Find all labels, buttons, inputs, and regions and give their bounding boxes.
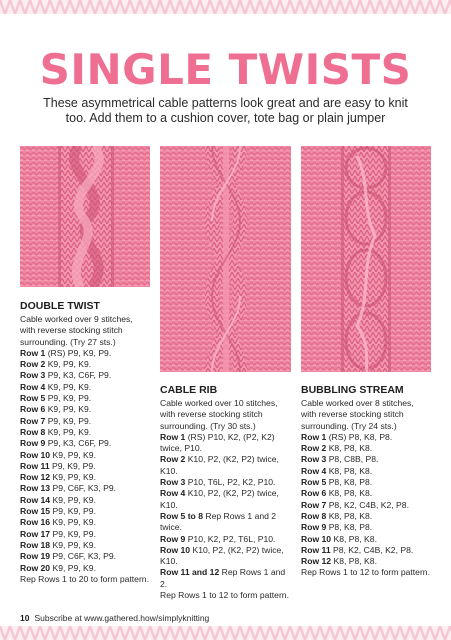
row-label: Row 10 [160, 544, 191, 555]
row-label: Row 2 [160, 454, 186, 465]
pattern-row [160, 488, 294, 499]
row-label: Row 1 [20, 347, 46, 358]
pattern-double-twist [20, 300, 154, 585]
pattern-row-continued: K10. [160, 556, 178, 567]
pattern-description-line: with reverse stocking stitch [160, 409, 263, 420]
pattern-description-line: surrounding. (Try 30 sts.) [160, 420, 256, 431]
pattern-row [20, 506, 154, 517]
row-instruction: K9, P9, K9. [50, 517, 96, 528]
row-instruction: P8, C8B, P8. [326, 454, 379, 465]
pattern-row [301, 556, 435, 567]
row-instruction: (RS) P10, K2, (P2, K2) [185, 431, 275, 442]
row-label: Row 17 [20, 528, 51, 539]
pattern-row [160, 477, 294, 488]
row-instruction: K10, P2, (K2, P2) twice, [185, 454, 279, 465]
pattern-rows [160, 432, 294, 590]
row-instruction: K9, P9, K9. [50, 494, 96, 505]
pattern-row [20, 393, 154, 404]
row-instruction: K8, P8, K8. [331, 556, 377, 567]
pattern-row [20, 540, 154, 551]
pattern-row [301, 534, 435, 545]
knit-border-top [0, 0, 451, 14]
row-instruction: K8, P8, K8. [326, 510, 373, 521]
row-instruction: K9, P9, K9. [45, 381, 92, 392]
row-label: Row 2 [301, 443, 327, 454]
row-instruction: (RS) P9, K9, P9. [45, 347, 112, 358]
row-label: Row 5 to 8 [160, 510, 203, 521]
pattern-row [20, 551, 154, 562]
pattern-row [301, 545, 435, 556]
pattern-row [20, 382, 154, 393]
row-instruction: P9, K9, P9. [49, 460, 96, 471]
row-label: Row 3 [20, 370, 46, 381]
row-label: Row 6 [20, 404, 46, 415]
pattern-row [20, 348, 154, 359]
pattern-row [301, 522, 435, 533]
pattern-title: BUBBLING STREAM [301, 384, 404, 396]
pattern-row [301, 500, 435, 511]
pattern-row [301, 466, 435, 477]
row-label: Row 1 [301, 431, 327, 442]
pattern-row-continued: twice. [160, 522, 182, 533]
row-instruction: P8, K2, C4B, K2, P8. [330, 544, 414, 555]
row-instruction: P9, K9, P9. [45, 393, 92, 404]
row-instruction: P9, K9, P9. [50, 528, 96, 539]
row-instruction: K8, P8, K8. [326, 443, 373, 454]
row-label: Row 3 [301, 454, 327, 465]
pattern-title: DOUBLE TWIST [20, 300, 100, 312]
row-instruction: K9, P9, K9. [45, 426, 92, 437]
pattern-row [20, 450, 154, 461]
row-instruction: P10, T6L, P2, K2, P10. [185, 477, 276, 488]
row-instruction: K9, P9, K9. [45, 359, 92, 370]
row-label: Row 8 [20, 426, 46, 437]
row-instruction: K8, P8, K8. [326, 488, 373, 499]
pattern-row [301, 432, 435, 443]
row-instruction: P8, K2, C4B, K2, P8. [326, 499, 409, 510]
row-instruction: Rep Rows 1 and 2. [160, 567, 286, 589]
row-instruction: K9, P9, K9. [50, 539, 96, 550]
pattern-ending: Rep Rows 1 to 20 to form pattern. [20, 573, 149, 584]
cable-rib-swatch-photo [160, 146, 291, 372]
pattern-description-line: Cable worked over 8 stitches, [301, 398, 414, 408]
pattern-row [301, 488, 435, 499]
pattern-row [20, 495, 154, 506]
pattern-row [20, 404, 154, 415]
row-label: Row 3 [160, 477, 186, 488]
row-label: Row 5 [20, 393, 46, 404]
row-label: Row 18 [20, 539, 51, 550]
row-label: Row 13 [20, 483, 51, 494]
pattern-cable-rib [160, 384, 294, 601]
pattern-row [20, 472, 154, 483]
pattern-row [20, 416, 154, 427]
row-label: Row 16 [20, 517, 51, 528]
pattern-row [301, 443, 435, 454]
row-instruction: K10, P2, (K2, P2) twice, [185, 488, 279, 499]
pattern-row [160, 545, 294, 556]
pattern-row [301, 477, 435, 488]
double-twist-swatch-photo [20, 146, 150, 287]
row-instruction: P9, K3, C6F, P9. [45, 370, 112, 381]
row-label: Row 12 [20, 472, 51, 483]
row-label: Row 9 [160, 533, 186, 544]
row-label: Row 10 [20, 449, 51, 460]
row-label: Row 12 [301, 556, 332, 567]
pattern-description-line: Cable worked over 9 stitches, [20, 314, 133, 324]
row-instruction: K10, P2, (K2, P2) twice, [190, 544, 284, 555]
row-instruction: K9, P9, K9. [50, 449, 96, 460]
pattern-description-line: with reverse stocking stitch [20, 325, 123, 336]
row-label: Row 4 [20, 381, 46, 392]
row-label: Row 11 [20, 460, 50, 471]
pattern-description-line: surrounding. (Try 27 sts.) [20, 336, 116, 347]
pattern-row [160, 567, 294, 590]
row-label: Row 11 and 12 [160, 567, 220, 578]
row-instruction: K9, P9, K9. [50, 562, 96, 573]
pattern-row [160, 511, 294, 522]
pattern-row [20, 461, 154, 472]
pattern-row [160, 432, 294, 443]
intro-line: too. Add them to a cushion cover, tote bag or plain jumper [65, 111, 386, 125]
row-label: Row 5 [301, 477, 327, 488]
row-label: Row 9 [20, 438, 46, 449]
pattern-row [20, 370, 154, 381]
row-instruction: P9, K9, P9. [45, 415, 92, 426]
row-label: Row 2 [20, 359, 46, 370]
row-instruction: (RS) P8, K8, P8. [326, 431, 393, 442]
pattern-row-continued: K10. [160, 465, 178, 476]
pattern-row [20, 438, 154, 449]
row-label: Row 10 [301, 533, 332, 544]
row-instruction: P9, K3, C6F, P9. [45, 438, 112, 449]
row-instruction: P9, C6F, K3, P9. [50, 551, 117, 562]
pattern-row-continued: K10. [160, 499, 178, 510]
pattern-title: CABLE RIB [160, 384, 218, 396]
pattern-rows [20, 348, 154, 574]
row-label: Row 4 [301, 465, 327, 476]
pattern-row [160, 534, 294, 545]
pattern-ending: Rep Rows 1 to 12 to form pattern. [160, 590, 289, 601]
pattern-ending: Rep Rows 1 to 12 to form pattern. [301, 567, 430, 578]
subscribe-text: Subscribe at www.gathered.how/simplyknitting [34, 613, 210, 623]
pattern-row [301, 454, 435, 465]
row-instruction: Rep Rows 1 and 2 [202, 510, 277, 521]
row-instruction: P9, K9, P9. [50, 506, 96, 517]
pattern-description-line: surrounding. (Try 24 sts.) [301, 420, 397, 431]
knit-border-bottom [0, 626, 451, 640]
pattern-row [20, 529, 154, 540]
row-instruction: P8, K8, P8. [326, 522, 373, 533]
row-label: Row 7 [20, 415, 46, 426]
pattern-row [160, 454, 294, 465]
row-instruction: K8, P8, K8. [326, 465, 373, 476]
pattern-description-line: Cable worked over 10 stitches, [160, 398, 278, 408]
row-label: Row 15 [20, 506, 51, 517]
pattern-row [20, 563, 154, 574]
row-label: Row 4 [160, 488, 186, 499]
page-footer [20, 613, 209, 624]
pattern-row [20, 517, 154, 528]
row-label: Row 14 [20, 494, 51, 505]
pattern-row-continued: twice, P10. [160, 443, 203, 454]
row-label: Row 6 [301, 488, 327, 499]
intro-line: These asymmetrical cable patterns look great and are easy to knit [43, 96, 408, 110]
intro-text [30, 96, 421, 126]
row-instruction: P9, C6F, K3, P9. [50, 483, 117, 494]
page-title: SINGLE TWISTS [39, 45, 412, 94]
knit-stitch-pattern-top [0, 0, 451, 14]
page-number: 10 [20, 613, 30, 623]
row-instruction: K9, P9, K9. [45, 404, 92, 415]
row-instruction: K8, P8, K8. [331, 533, 377, 544]
row-label: Row 7 [301, 499, 327, 510]
row-label: Row 19 [20, 551, 51, 562]
knit-stitch-pattern-bottom [0, 626, 451, 640]
row-instruction: K9, P9, K9. [50, 472, 96, 483]
row-label: Row 8 [301, 510, 327, 521]
pattern-rows [301, 432, 435, 568]
pattern-row [20, 483, 154, 494]
pattern-row [20, 427, 154, 438]
row-label: Row 11 [301, 544, 331, 555]
pattern-description-line: with reverse stocking stitch [301, 409, 404, 420]
pattern-row [20, 359, 154, 370]
pattern-row [301, 511, 435, 522]
bubbling-stream-swatch-photo [301, 146, 431, 372]
row-label: Row 1 [160, 431, 186, 442]
row-instruction: P8, K8, P8. [326, 477, 373, 488]
pattern-bubbling-stream [301, 384, 435, 579]
row-label: Row 9 [301, 522, 327, 533]
row-label: Row 20 [20, 562, 51, 573]
row-instruction: P10, K2, P2, T6L, P10. [185, 533, 276, 544]
